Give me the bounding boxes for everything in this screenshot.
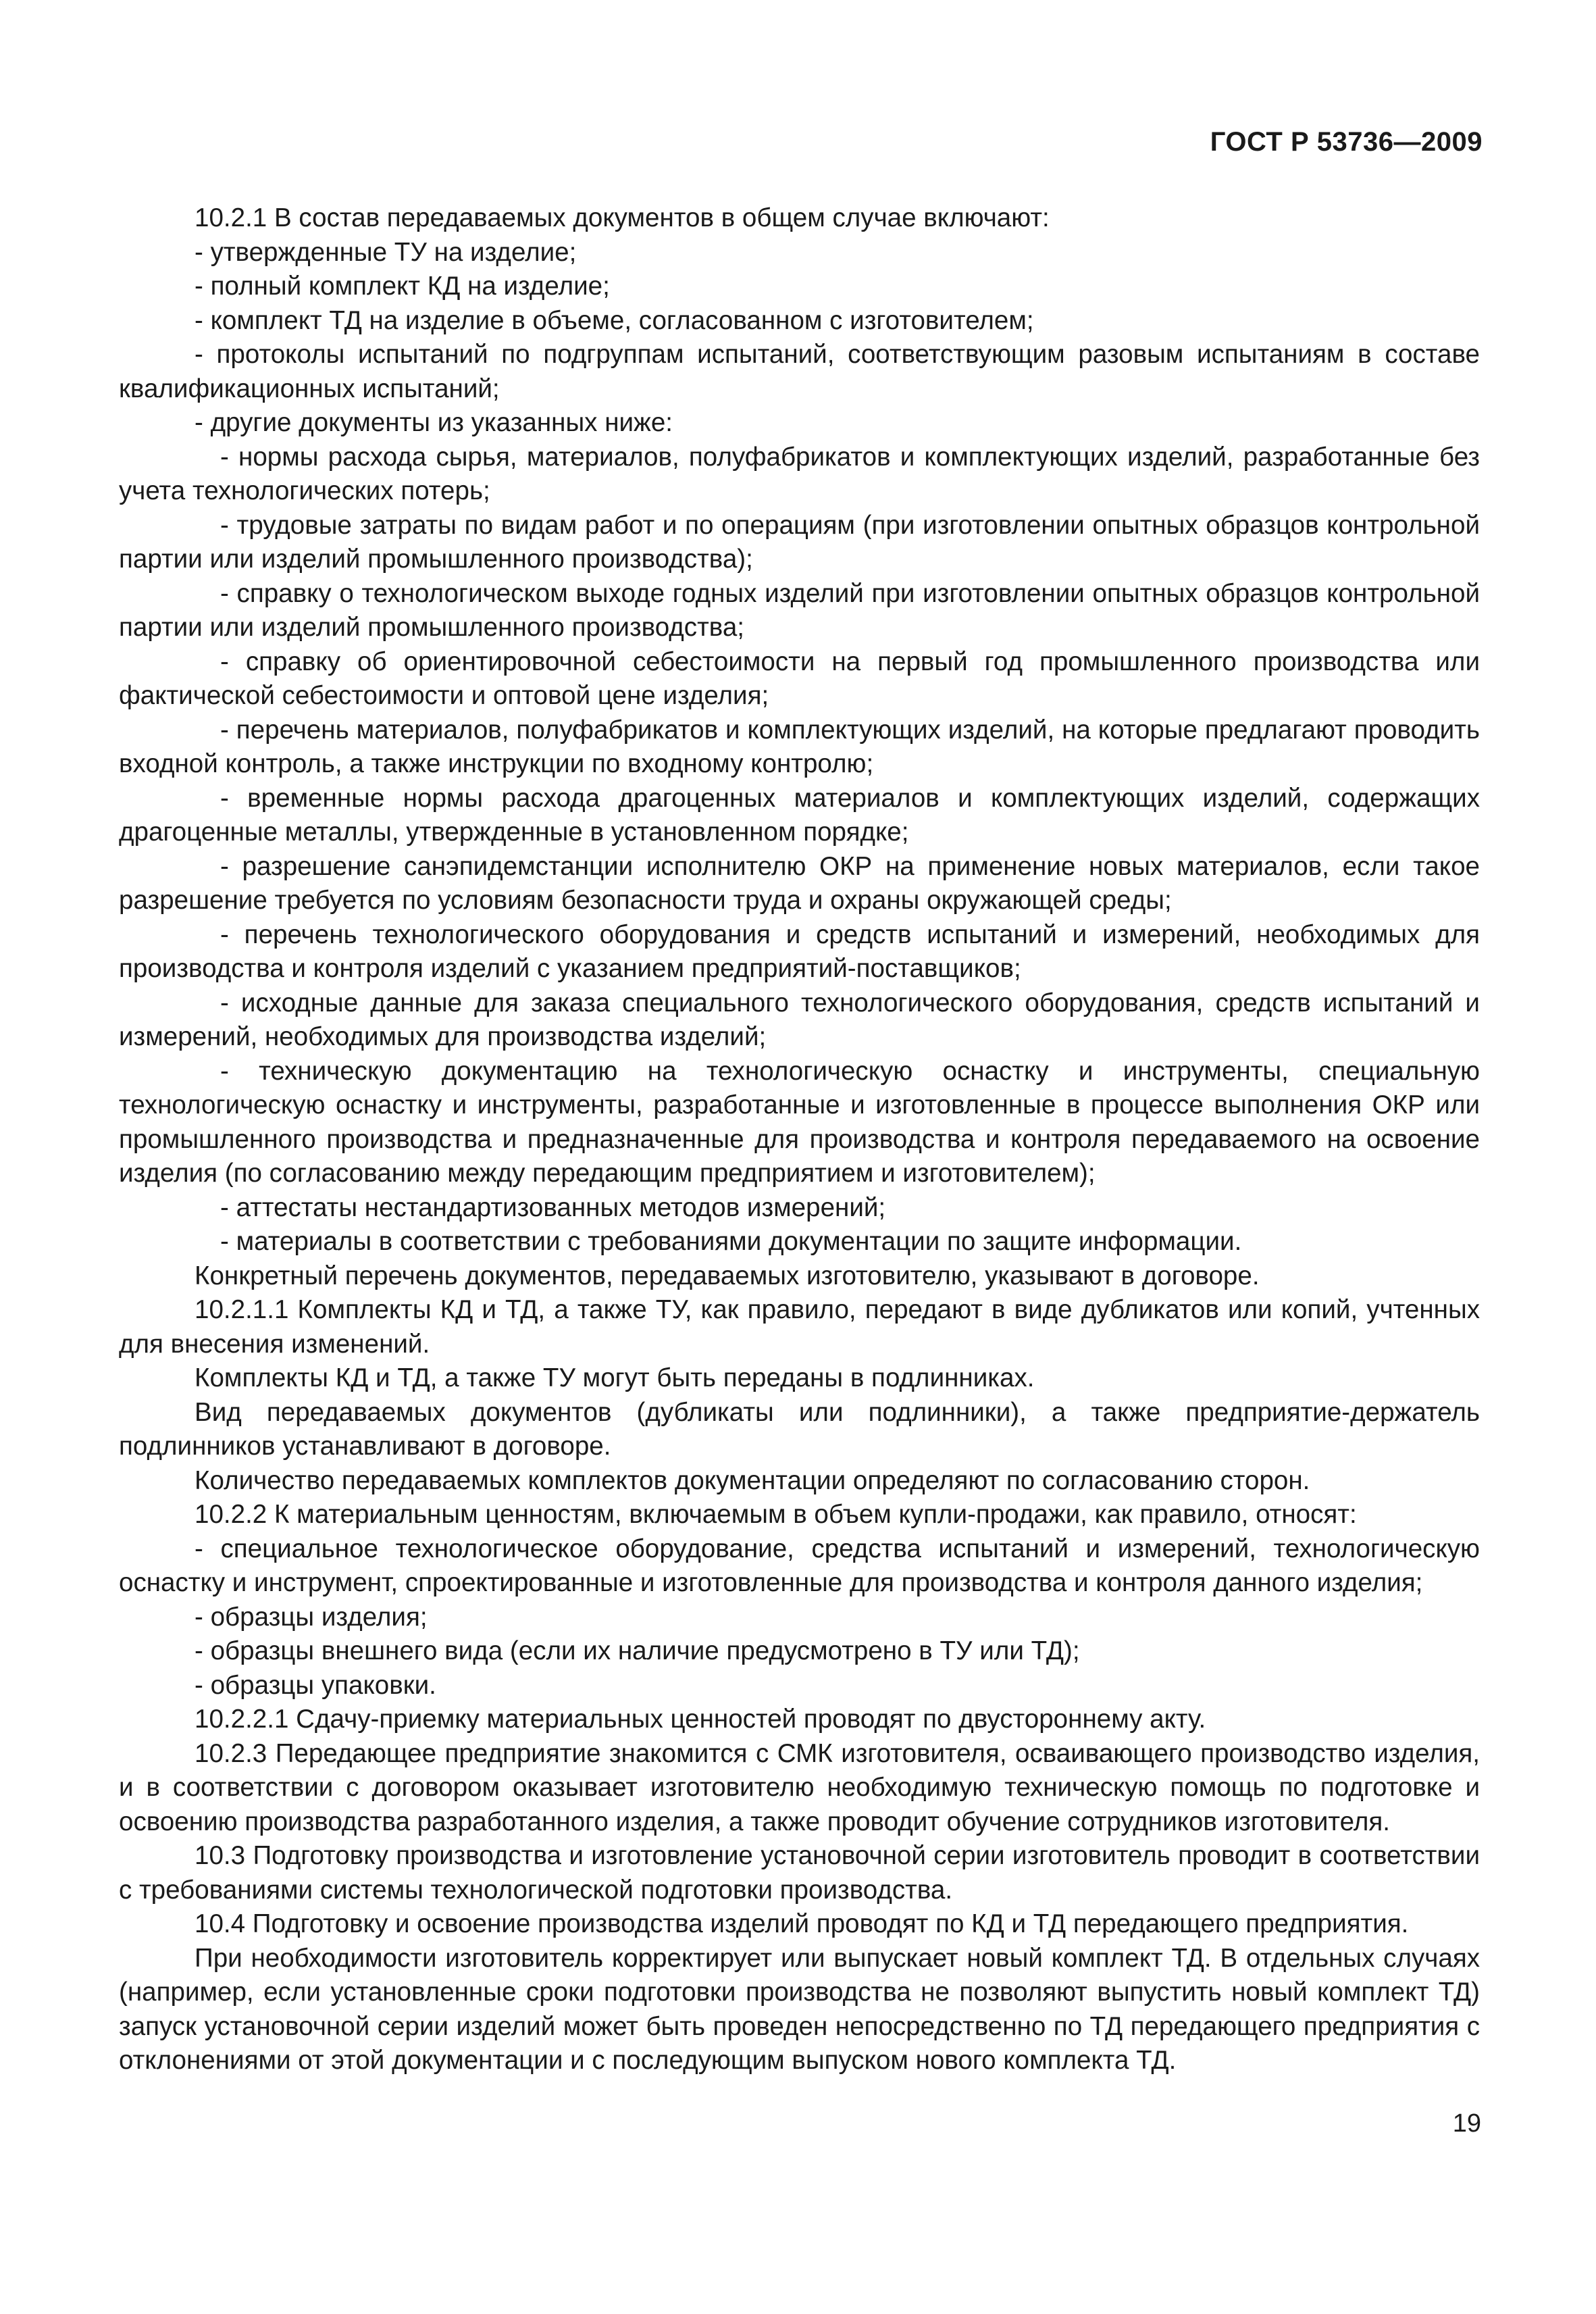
paragraph: Комплекты КД и ТД, а также ТУ могут быть переданы в подлинниках.: [195, 1363, 1035, 1392]
paragraph: - справку об ориентировочной себестоимости на первый год промышленного производства или фактической себестоимости и оптовой цене изделия;: [119, 647, 1480, 710]
paragraph: 10.2.3 Передающее предприятие знакомится с СМК изготовителя, осваивающего производство изделия, и в соответствии с договором оказывает изготовителю необходимую техническую помощь по подготовке и освоению производства разработанного изделия, а также проводит обучение сотрудников изготовителя.: [119, 1738, 1480, 1836]
paragraph: 10.2.1 В состав передаваемых документов в общем случае включают:: [195, 203, 1050, 232]
paragraph: При необходимости изготовитель корректирует или выпускает новый комплект ТД. В отдельных случаях (например, если установленные сроки подготовки производства не позволяют выпустить новый комплект ТД) запуск установочной серии изделий может быть проведен непосредственно по ТД передающего предприятия с отклонениями от этой документации и с последующим выпуском нового комплекта ТД.: [119, 1943, 1480, 2075]
paragraph: - справку о технологическом выходе годных изделий при изготовлении опытных образцов контрольной партии или изделий промышленного производства;: [119, 578, 1480, 642]
paragraph: - материалы в соответствии с требованиями документации по защите информации.: [220, 1227, 1242, 1256]
paragraph: - утвержденные ТУ на изделие;: [195, 237, 577, 267]
paragraph: - техническую документацию на технологическую оснастку и инструменты, специальную технологическую оснастку и инструменты, разработанные и изготовленные в процессе выполнения ОКР или промышленного производства и предназначенные для производства и контроля передаваемого на освоение изделия (по согласованию между передающим предприятием и изготовителем);: [119, 1056, 1480, 1188]
paragraph: 10.4 Подготовку и освоение производства изделий проводят по КД и ТД передающего предприятия.: [195, 1909, 1409, 1938]
paragraph: 10.2.1.1 Комплекты КД и ТД, а также ТУ, как правило, передают в виде дубликатов или копий, учтенных для внесения изменений.: [119, 1295, 1480, 1359]
paragraph: - образцы изделия;: [195, 1602, 428, 1632]
paragraph: 10.2.2 К материальным ценностям, включаемым в объем купли-продажи, как правило, относят:: [195, 1500, 1357, 1529]
paragraph: - перечень материалов, полуфабрикатов и комплектующих изделий, на которые предлагают проводить входной контроль, а также инструкции по входному контролю;: [119, 715, 1480, 778]
paragraph: 10.3 Подготовку производства и изготовление установочной серии изготовитель проводит в соответствии с требованиями системы технологической подготовки производства.: [119, 1841, 1480, 1905]
paragraph: Вид передаваемых документов (дубликаты или подлинники), а также предприятие-держатель подлинников устанавливают в договоре.: [119, 1397, 1480, 1461]
document-body: [119, 201, 1480, 2078]
paragraph: - аттестаты нестандартизованных методов измерений;: [220, 1192, 886, 1222]
paragraph: - перечень технологического оборудования и средств испытаний и измерений, необходимых для производства и контроля изделий с указанием предприятий-поставщиков;: [119, 920, 1480, 983]
paragraph: - временные нормы расхода драгоценных материалов и комплектующих изделий, содержащих драгоценные металлы, утвержденные в установленном порядке;: [119, 783, 1480, 847]
paragraph: Количество передаваемых комплектов документации определяют по согласованию сторон.: [195, 1465, 1310, 1495]
page-number: 19: [1452, 2109, 1481, 2138]
paragraph: - комплект ТД на изделие в объеме, согласованном с изготовителем;: [195, 305, 1034, 335]
paragraph: - специальное технологическое оборудование, средства испытаний и измерений, технологическую оснастку и инструмент, спроектированные и изготовленные для производства и контроля данного изделия;: [119, 1534, 1480, 1597]
paragraph: - исходные данные для заказа специального технологического оборудования, средств испытаний и измерений, необходимых для производства изделий;: [119, 988, 1480, 1051]
paragraph: - нормы расхода сырья, материалов, полуфабрикатов и комплектующих изделий, разработанные без учета технологических потерь;: [119, 442, 1480, 505]
paragraph: - разрешение санэпидемстанции исполнителю ОКР на применение новых материалов, если такое разрешение требуется по условиям безопасности труда и охраны окружающей среды;: [119, 851, 1480, 915]
paragraph: - трудовые затраты по видам работ и по операциям (при изготовлении опытных образцов контрольной партии или изделий промышленного производства);: [119, 510, 1480, 574]
paragraph: - другие документы из указанных ниже:: [195, 408, 673, 437]
document-header: ГОСТ Р 53736—2009: [1210, 127, 1483, 157]
paragraph: - протоколы испытаний по подгруппам испытаний, соответствующим разовым испытаниям в составе квалификационных испытаний;: [119, 340, 1480, 403]
paragraph: 10.2.2.1 Сдачу-приемку материальных ценностей проводят по двустороннему акту.: [195, 1705, 1206, 1734]
paragraph: Конкретный перечень документов, передаваемых изготовителю, указывают в договоре.: [195, 1261, 1260, 1290]
paragraph: - образцы упаковки.: [195, 1670, 436, 1700]
paragraph: - полный комплект КД на изделие;: [195, 272, 610, 301]
paragraph: - образцы внешнего вида (если их наличие предусмотрено в ТУ или ТД);: [195, 1636, 1080, 1665]
